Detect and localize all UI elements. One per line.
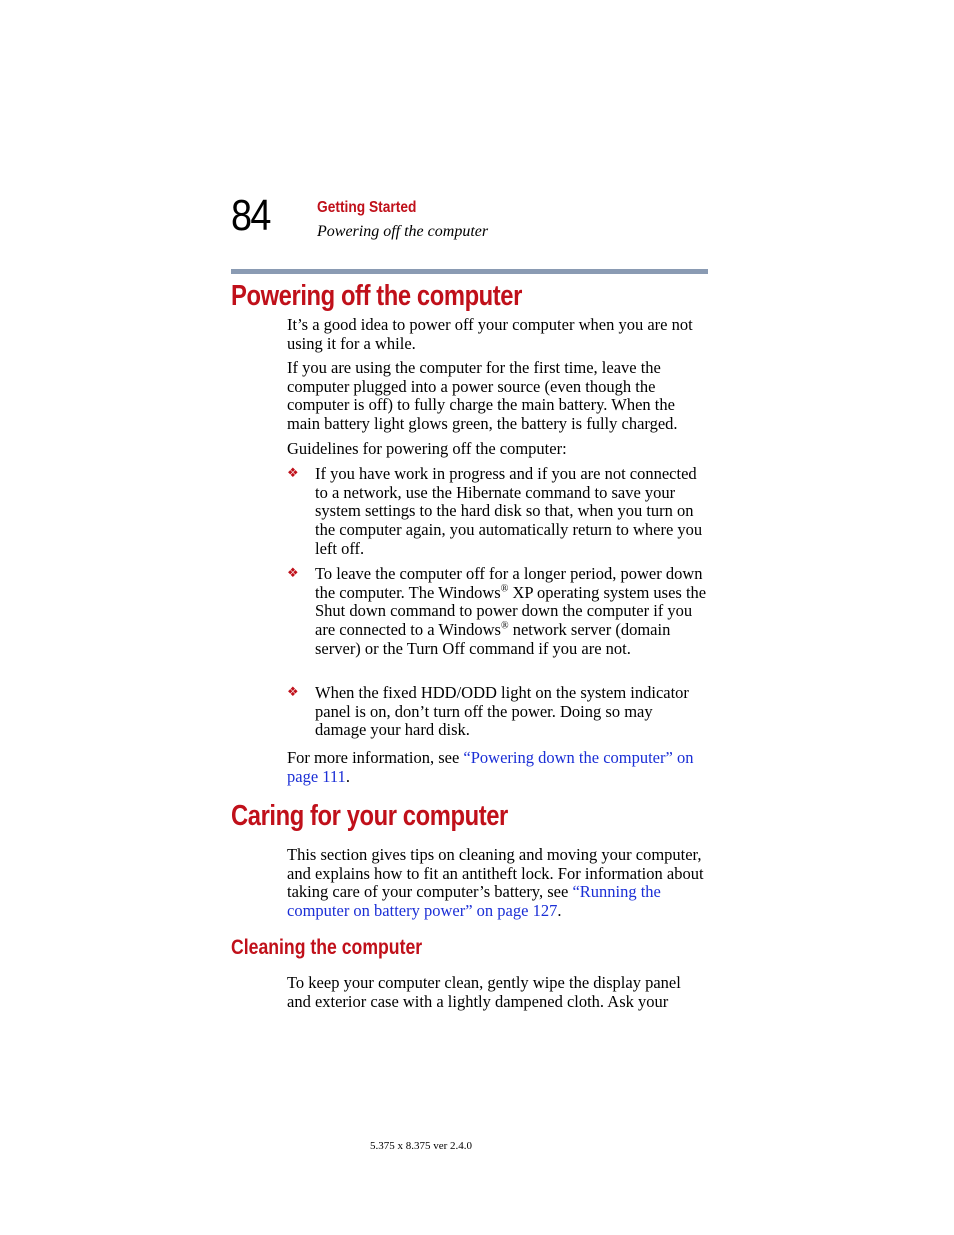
list-item bbox=[287, 684, 708, 740]
list-item bbox=[287, 465, 708, 559]
paragraph: If you are using the computer for the first time, leave the computer plugged into a power source (even though the computer is off) to fully charge the main battery. When the main battery light glows green, the battery is fully charged. bbox=[287, 358, 678, 434]
running-header-chapter: Getting Started bbox=[317, 199, 417, 216]
paragraph: To keep your computer clean, gently wipe the display panel and exterior case with a lightly dampened cloth. Ask your bbox=[287, 973, 681, 1011]
page-number: 84 bbox=[231, 191, 270, 240]
bullet-diamond-icon: ❖ bbox=[287, 566, 299, 581]
paragraph: This section gives tips on cleaning and moving your computer, and explains how to fit an antitheft lock. For information about taking care of your computer’s battery, see “Running the computer on battery power” on page 127. bbox=[287, 845, 704, 921]
paragraph: It’s a good idea to power off your computer when you are not using it for a while. bbox=[287, 315, 693, 353]
list-item bbox=[287, 565, 708, 659]
heading-powering-off: Powering off the computer bbox=[231, 280, 522, 312]
list-item-text: To leave the computer off for a longer period, power down the computer. The Windows® XP operating system uses the Shut down command to power down the computer if you are connected to a Windows® network server (domain server) or the Turn Off command if you are not. bbox=[315, 564, 707, 658]
registered-mark: ® bbox=[500, 583, 509, 595]
registered-mark: ® bbox=[500, 620, 509, 632]
heading-caring: Caring for your computer bbox=[231, 800, 508, 832]
more-info-paragraph: For more information, see “Powering down the computer” on page 111. bbox=[287, 748, 694, 786]
cross-reference-link[interactable]: “Powering down the computer” on page 111 bbox=[287, 748, 694, 786]
list-item-text: If you have work in progress and if you are not connected to a network, use the Hibernate command to save your system settings to the hard disk so that, when you turn on the computer again, you automatically return to where you left off. bbox=[315, 464, 703, 558]
heading-cleaning: Cleaning the computer bbox=[231, 936, 423, 959]
section-rule bbox=[231, 269, 708, 274]
bullet-diamond-icon: ❖ bbox=[287, 685, 299, 700]
bullet-diamond-icon: ❖ bbox=[287, 466, 299, 481]
footer-version: 5.375 x 8.375 ver 2.4.0 bbox=[370, 1140, 473, 1152]
running-header-section: Powering off the computer bbox=[317, 223, 489, 240]
paragraph: Guidelines for powering off the computer: bbox=[287, 439, 567, 458]
cross-reference-link[interactable]: “Running the computer on battery power” on page 127 bbox=[287, 882, 661, 921]
list-item-text: When the fixed HDD/ODD light on the system indicator panel is on, don’t turn off the power. Doing so may damage your hard disk. bbox=[315, 683, 689, 740]
